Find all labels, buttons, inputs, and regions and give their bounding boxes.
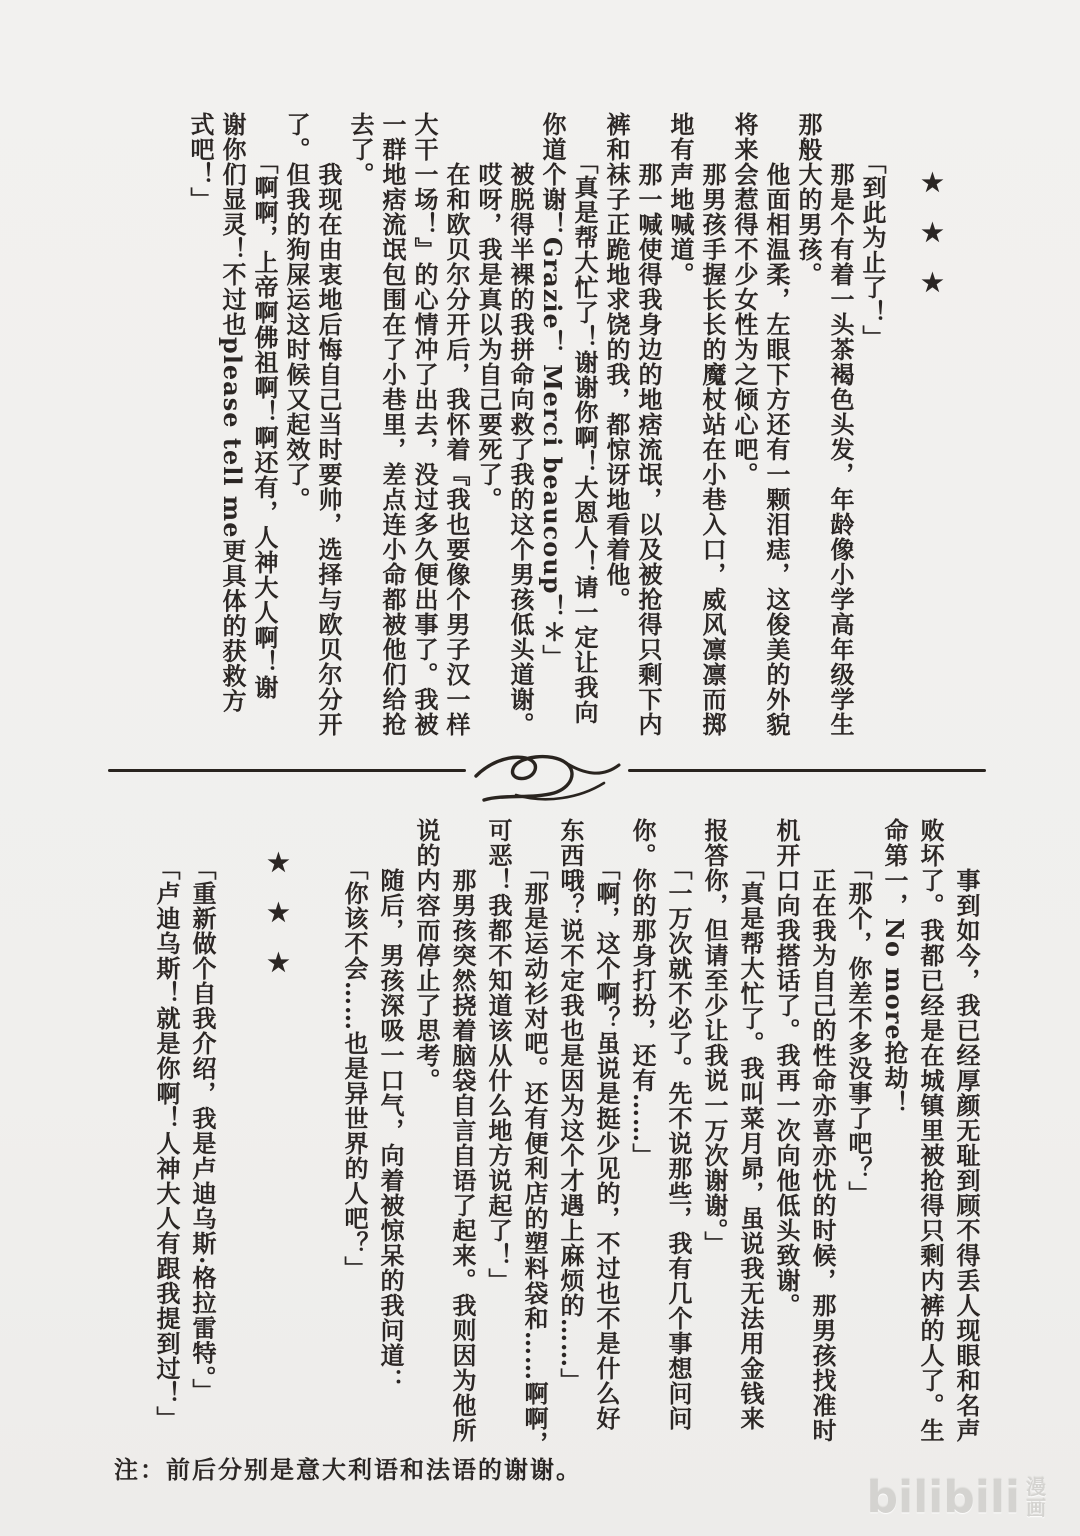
text-column: 裤和袜子正跪地求饶的我，都惊讶地看着他。 <box>602 112 631 612</box>
calligraphy-flourish-icon <box>472 750 622 804</box>
text-column: 可恶！我都不知道该从什么地方说起了！」 <box>484 818 513 1293</box>
bilibili-manga-watermark <box>866 1472 1046 1523</box>
text-column: 「一万次就不必了。先不说那些，我有几个事想问问 <box>664 818 693 1431</box>
manga-logo-text <box>1026 1477 1046 1519</box>
section-break-stars: ★★★ <box>918 168 947 318</box>
divider-line-right <box>628 769 986 772</box>
bottom-text-section <box>148 818 984 1456</box>
text-column: 那是个有着一头茶褐色头发，年龄像小学高年级学生 <box>826 112 855 737</box>
text-column: 「到此为止了！」 <box>858 112 887 350</box>
text-column: 「啊啊，上帝啊佛祖啊！啊还有，人神大人啊！谢 <box>250 112 279 700</box>
manga-logo-char-top: 漫 <box>1026 1475 1046 1499</box>
text-column: 事到如今，我已经厚颜无耻到顾不得丢人现眼和名声 <box>952 818 981 1443</box>
text-column: 命第一，No more抢劫！ <box>880 818 909 1116</box>
text-column: 「你该不会……也是异世界的人吧？」 <box>340 818 369 1281</box>
manga-logo-char-bottom: 画 <box>1026 1496 1046 1520</box>
text-column: 正在我为自己的性命亦喜亦忧的时候，那男孩找准时 <box>808 818 837 1443</box>
text-column: 说的内容而停止了思考。 <box>412 818 441 1093</box>
text-column: 他面相温柔，左眼下方还有一颗泪痣，这俊美的外貌 <box>762 112 791 737</box>
text-column: 机开口向我搭话了。我再一次向他低头致谢。 <box>772 818 801 1318</box>
text-column: 你。你的那身打扮，还有……」 <box>628 818 657 1168</box>
text-column: 随后，男孩深吸一口气，向着被惊呆的我问道： <box>376 818 405 1393</box>
text-column: 去了。 <box>346 112 375 187</box>
text-column: 我现在由衷地后悔自己当时要帅，选择与欧贝尔分开 <box>314 112 343 737</box>
text-column: 那一喊使得我身边的地痞流氓，以及被抢得只剩下内 <box>634 112 663 737</box>
text-column: 了。但我的狗屎运这时候又起效了。 <box>282 112 311 512</box>
text-column: 「重新做个自我介绍，我是卢迪乌斯·格拉雷特。」 <box>188 818 217 1404</box>
text-column: 「真是帮大忙了。我叫菜月昴，虽说我无法用金钱来 <box>736 818 765 1431</box>
text-column: 大干一场！』的心情冲了出去，没过多久便出事了。我被 <box>410 112 439 737</box>
text-column: 「啊，这个啊？虽说是挺少见的，不过也不是什么好 <box>592 818 621 1431</box>
text-column: 式吧！」 <box>186 112 215 212</box>
text-column: 那般大的男孩。 <box>794 112 823 287</box>
text-column: 那男孩手握长长的魔杖站在小巷入口，威风凛凛而掷 <box>698 112 727 737</box>
text-column: 在和欧贝尔分开后，我怀着『我也要像个男子汉一样 <box>442 112 471 737</box>
section-break-stars: ★★★ <box>264 848 293 998</box>
text-column: 报答你，但请至少让我说一万次谢谢。」 <box>700 818 729 1256</box>
text-column: 一群地痞流氓包围在了小巷里，差点连小命都被他们给抢 <box>378 112 407 737</box>
text-column: 败坏了。我都已经是在城镇里被抢得只剩内裤的人了。生 <box>916 818 945 1443</box>
text-column: 「那个，你差不多没事了吧？」 <box>844 818 873 1206</box>
section-divider <box>108 748 986 792</box>
text-column: 你道个谢！Grazie！ Merci beaucoup！＊」 <box>538 112 567 670</box>
text-column: 将来会惹得不少女性为之倾心吧。 <box>730 112 759 487</box>
divider-line-left <box>108 769 466 772</box>
text-column: 东西哦？说不定我也是因为这个才遇上麻烦的……」 <box>556 818 585 1393</box>
bilibili-logo-text: bilibili <box>866 1472 1020 1523</box>
text-column: 「真是帮大忙了！谢谢你啊！大恩人！请一定让我向 <box>570 112 599 725</box>
top-text-section <box>184 112 952 757</box>
translator-footnote: 注：前后分别是意大利语和法语的谢谢。 <box>114 1455 582 1484</box>
text-column: 谢你们显灵！不过也please tell me更具体的获救方 <box>218 112 247 714</box>
text-column: 哎呀，我是真以为自己要死了。 <box>474 112 503 512</box>
text-column: 地有声地喊道。 <box>666 112 695 287</box>
text-column: 被脱得半裸的我拼命向救了我的这个男孩低头道谢。 <box>506 112 535 737</box>
text-column: 「那是运动衫对吧。还有便利店的塑料袋和……啊啊， <box>520 818 549 1456</box>
text-column: 那男孩突然挠着脑袋自言自语了起来。我则因为他所 <box>448 818 477 1443</box>
text-column: 「卢迪乌斯！就是你啊！人神大人有跟我提到过！」 <box>152 818 181 1431</box>
